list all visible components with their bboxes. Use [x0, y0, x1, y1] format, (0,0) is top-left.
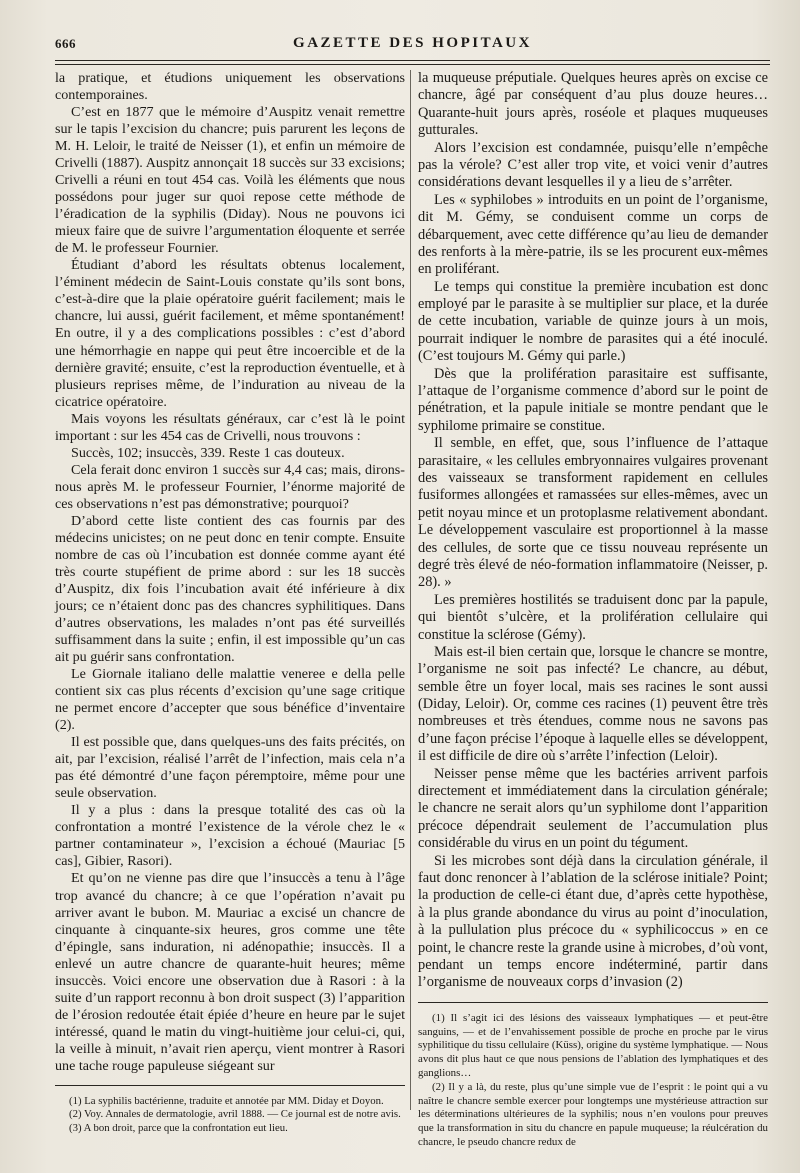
right-footnotes	[418, 1012, 768, 1150]
header-rule-thin	[55, 64, 770, 65]
right-body	[418, 70, 768, 992]
paragraph: Et qu’on ne vienne pas dire que l’insuccès a tenu à l’âge trop avancé du chancre; à ce que l’opération n’avait pu arriver avant le bubon. M. Mauriac a excisé un chancre de cinquante à cinquante-six heures, gros comme une tête d’épingle, sans induration, ni adénopathie; insuccès. Il a enlevé un autre chancre de quarante-huit heures; même insuccès. Voici encore une observation due à Rasori : à la suite d’un rapport reconnu à bon droit suspect (3) l’apparition de l’érosion redoutée était épiée d’heure en heure par le sujet intéressé, quand le matin du vingt-huitième jour celui-ci, qui, la veille à minuit, n’avait rien aperçu, vient montrer à Rasori une tache rouge papuleuse siégeant sur	[55, 870, 405, 1074]
paragraph: Succès, 102; insuccès, 339. Reste 1 cas douteux.	[71, 444, 345, 461]
paragraph: la muqueuse préputiale. Quelques heures après on excise ce chancre, âgé par conséquent d’au plus douze heures… Quarante-huit jours après, roséole et plaques muqueuses gutturales.	[418, 70, 768, 139]
footnote-rule	[55, 1085, 405, 1086]
paragraph: la pratique, et étudions uniquement les observations contemporaines.	[55, 70, 405, 104]
footnote: (3) A bon droit, parce que la confrontation eut lieu.	[69, 1122, 288, 1135]
page-number: 666	[55, 36, 76, 51]
paragraph: Étudiant d’abord les résultats obtenus localement, l’éminent médecin de Saint-Louis constate qu’ils sont bons, c’est-à-dire que la plaie opératoire guérit facilement; mais le chancre, lui aussi, guérit facilement, et même spontanément! En outre, il y a des complications possibles : c’est d’abord une hémorrhagie en nappe qui peut être incoercible et de la dernière gravité; ensuite, c’est la reproduction éventuelle, et à plusieurs reprises même, de l’induration au niveau de la cicatrice opératoire.	[55, 257, 405, 410]
paragraph: Neisser pense même que les bactéries arrivent parfois directement et immédiatement dans la circulation générale; le chancre ne serait alors qu’un syphilome dont l’apparition précoce dépendrait seulement de l’accumulation plus considérable du virus en un point du tégument.	[418, 765, 768, 852]
right-column	[418, 70, 768, 1150]
page-header	[55, 34, 770, 58]
paragraph: D’abord cette liste contient des cas fournis par des médecins unicistes; on ne peut donc en tenir compte. Ensuite nombre de cas où l’incubation est donnée comme ayant été très courte stupéfient de prime abord : sur les 18 succès d’Auspitz, dix fois l’incubation avait été inférieure à dix jours; ce n’étaient donc pas des chancres syphilitiques. Dans d’autres observations, les malades n’ont pas été surveillés suffisamment dans la suite ; enfin, il est impossible qu’un cas ait pu guérir sans confrontation.	[55, 512, 405, 666]
footnote: (1) La syphilis bactérienne, traduite et annotée par MM. Diday et Doyon.	[69, 1094, 384, 1107]
paragraph: Mais voyons les résultats généraux, car c’est là le point important : sur les 454 cas de Crivelli, nous trouvons :	[55, 410, 405, 444]
footnote-rule	[418, 1002, 768, 1003]
journal-title: GAZETTE DES HOPITAUX	[293, 35, 532, 51]
paragraph: Le Giornale italiano delle malattie veneree e della pelle contient six cas plus récents d’excision qu’une sage critique ne permet encore d’accepter que sous bénéfice d’inventaire (2).	[55, 666, 405, 734]
header-rule	[55, 60, 770, 61]
paragraph: Dès que la prolifération parasitaire est suffisante, l’attaque de l’organisme commence d’abord sur le point de pénétration, et la papule initiale se montre pendant que le syphilome primaire se constitue.	[418, 365, 768, 434]
paragraph: Si les microbes sont déjà dans la circulation générale, il faut donc renoncer à l’ablation de la sclérose initiale? Point; la production de celle-ci étant due, d’après cette hypothèse, à la plus grande abondance du virus au point d’inoculation, à la pullulation plus précoce du « syphilicoccus » en ce point, le chancre reste la grande usine à microbes, d’où vont, pendant un temps encore indéterminé, partir dans l’organisme de nouveaux corps d’invasion (2)	[418, 852, 768, 991]
paragraph: Alors l’excision est condamnée, puisqu’elle n’empêche pas la vérole? C’est aller trop vite, et voici venir d’autres considérations devant lesquelles il y a lieu de s’arrêter.	[418, 139, 768, 191]
column-divider	[410, 70, 411, 1110]
paragraph: Il y a plus : dans la presque totalité des cas où la confrontation a montré l’existence de la vérole chez le « partner contaminateur », l’excision a échoué (Mauriac [5 cas], Gibier, Rasori).	[55, 802, 405, 870]
paragraph: Il est possible que, dans quelques-uns des faits précités, on ait, par l’excision, réalisé l’arrêt de l’infection, mais cela n’a pas été démontré d’une façon péremptoire, même pour une seule observation.	[55, 734, 405, 802]
paragraph: C’est en 1877 que le mémoire d’Auspitz venait remettre sur le tapis l’excision du chancre; puis parurent les leçons de M. H. Leloir, le traité de Neisser (1), et enfin un mémoire de Crivelli (1887). Auspitz annonçait 18 succès sur 33 excisions; Crivelli a réuni en tout 454 cas. Voilà les éléments que nous possédons pour juger sur quoi repose cette méthode de l’éradication de la syphilis (Diday). Nous ne pouvons ici mieux faire que de suivre l’argumentation éloquente et serrée de M. le professeur Fournier.	[55, 104, 405, 257]
left-column	[55, 70, 405, 1136]
left-body	[55, 70, 405, 1075]
footnote: (2) Il y a là, du reste, plus qu’une simple vue de l’esprit : le point qui a vu naître le chancre semble exercer pour longtemps une mystérieuse attraction sur les déterminations ultérieures de la syphilis; nous n’en voulons pour preuves que la transformation in situ du chancre en papule muqueuse; la réulcération du chancre, le pseudo chancre redux de	[418, 1080, 768, 1149]
paragraph: Les premières hostilités se traduisent donc par la papule, qui bientôt s’ulcère, et la prolifération cellulaire qui constitue la sclérose (Gémy).	[418, 591, 768, 643]
paragraph: Il semble, en effet, que, sous l’influence de l’attaque parasitaire, « les cellules embryonnaires vulgaires provenant des vaisseaux se transforment rapidement en cellules fusiformes allongées et ramassées sur elles-mêmes, avec un petit noyau mince et un protoplasme relativement abondant. Le développement vasculaire est proportionnel à la masse des cellules, de sorte que ce tissu nouveau représente un degré très élevé de néo-formation inflammatoire (Neisser, p. 28). »	[418, 435, 768, 591]
paragraph: Mais est-il bien certain que, lorsque le chancre se montre, l’organisme ne soit pas infecté? Le chancre, au début, semble être un foyer local, mais ses racines le sont aussi (Diday, Leloir). Or, comme ces racines (1) peuvent être très nombreuses et très étendues, comme nous ne savons pas d’une façon précise l’époque à laquelle elles se développent, il est difficile de dire où s’arrête l’infection (Leloir).	[418, 643, 768, 765]
paragraph: Le temps qui constitue la première incubation est donc employé par le parasite à se multiplier sur place, et la durée de cette incubation, variable de quinze jours à un mois, pourrait indiquer le nombre de parasites qui a été inoculé. (C’est toujours M. Gémy qui parle.)	[418, 278, 768, 365]
footnote: (2) Voy. Annales de dermatologie, avril 1888. — Ce journal est de notre avis.	[69, 1108, 401, 1121]
paragraph: Les « syphilobes » introduits en un point de l’organisme, dit M. Gémy, se conduisent comme un corps de débarquement, avec cette différence qu’au lieu de demander des renforts à la mère-patrie, ils se les procurent eux-mêmes en proliférant.	[418, 191, 768, 278]
left-footnotes	[55, 1095, 405, 1136]
paragraph: Cela ferait donc environ 1 succès sur 4,4 cas; mais, dirons-nous après M. le professeur Fournier, l’énorme majorité de ces observations n’est pas démonstrative; pourquoi?	[55, 461, 405, 512]
footnote: (1) Il s’agit ici des lésions des vaisseaux lymphatiques — et peut-être sanguins, — et de l’envahissement possible de proche en proche par le virus syphilitique du tissu cellulaire (Küss), origine du système lymphatique. — Nous avons dit plus haut ce que nous pensions de l’ablation des lymphatiques et des ganglions…	[418, 1011, 768, 1079]
